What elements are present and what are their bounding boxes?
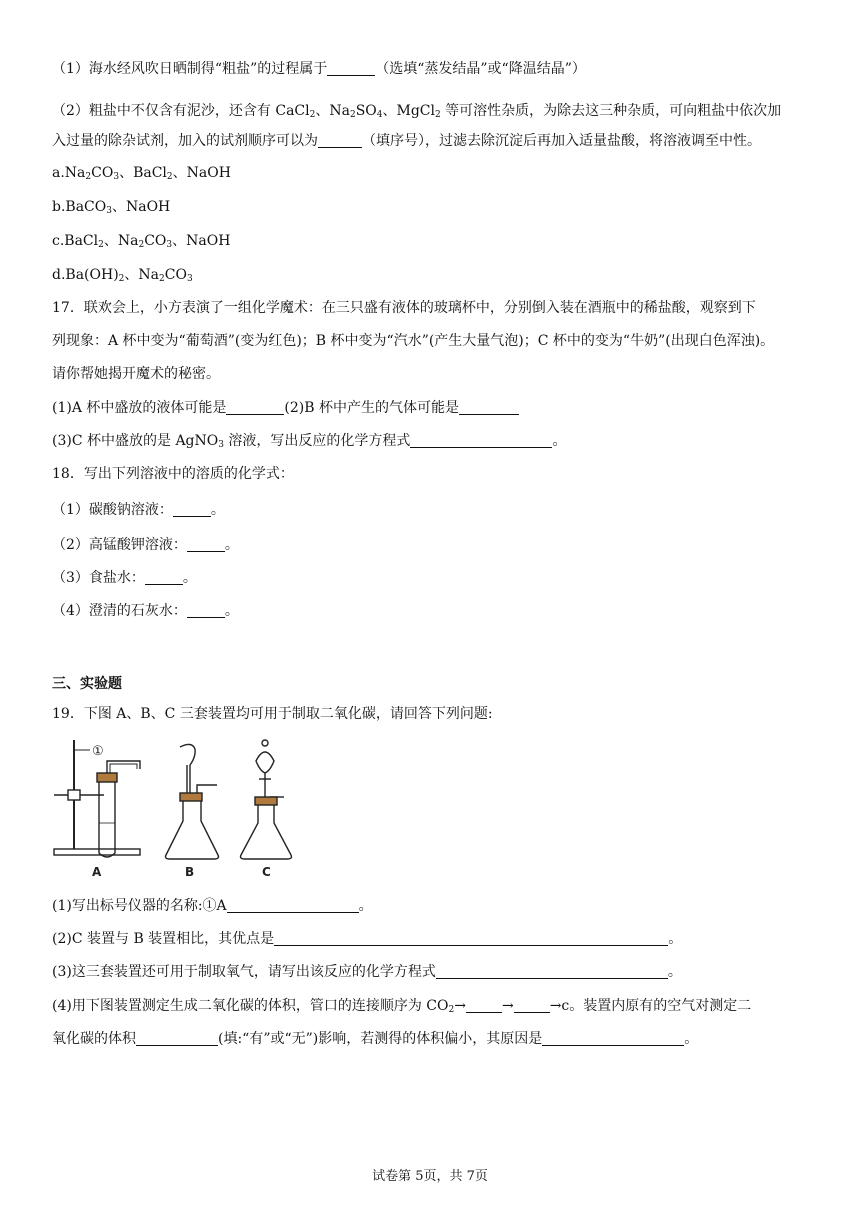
q19-sub3-blank[interactable] [436,964,668,979]
q16-part2-text: （2）粗盐中不仅含有泥沙，还含有 CaCl [52,103,310,119]
option-text: 、Na [124,267,160,283]
option-text: 、NaOH [172,233,231,249]
q18-item-4 [52,601,239,621]
q19-sub1-end: 。 [358,898,373,914]
q18-item-blank[interactable] [173,502,211,517]
subscript: 2 [138,240,145,250]
q16-part1 [52,59,586,79]
option-text: CO [164,267,187,283]
q16-part2-text: （填序号），过滤去除沉淀后再加入适量盐酸，将溶液调至中性。 [362,133,761,149]
figure-mark-1: ① [92,744,104,759]
q19-sub-4-line2 [52,1029,698,1049]
q17-sub1-blank[interactable] [226,400,284,415]
subscript: 2 [166,172,173,182]
page-footer: 试卷第 5页，共 7页 [372,1169,488,1184]
q18-item-end: 。 [182,570,197,586]
figure-label-c: C [262,865,271,879]
option-text: 、BaCl [119,165,167,181]
q16-option-d [52,265,193,289]
q19-sub4-text: →c。装置内原有的空气对测定二 [549,998,752,1014]
q19-sub2-end: 。 [668,931,683,947]
q18-item-1 [52,500,225,520]
subscript: 2 [85,172,92,182]
subscript: 3 [186,274,193,284]
q16-part2-text: 、Na [315,103,350,119]
q16-part2-text: SO [355,103,377,119]
q19-sub4-text: (4)用下图装置测定生成二氧化碳的体积，管口的连接顺序为 CO [52,998,449,1014]
q19-sub4-text: 氧化碳的体积 [52,1031,136,1047]
option-text: c.BaCl [52,233,99,249]
q18-item-end: 。 [210,502,225,518]
q19-sub1-blank[interactable] [227,898,359,913]
q19-sub-1 [52,896,373,916]
q16-part2-line1 [52,101,781,125]
q19-sub4-end: 。 [684,1031,699,1047]
q16-option-a [52,163,231,187]
q17-sub3-text: 溶液，写出反应的化学方程式 [223,433,411,449]
arrow: → [501,998,514,1014]
q18-item-label: （1）碳酸钠溶液： [52,502,173,518]
subscript: 3 [106,206,112,216]
subscript: 3 [166,240,173,250]
option-text: 、NaOH [111,199,171,215]
option-text: CO [144,233,167,249]
q18-item-blank[interactable] [145,570,183,585]
q17-stem-line2: 列现象：A 杯中变为“葡萄酒”(变为红色)；B 杯中变为“汽水”(产生大量气泡)；C 杯中的变为“牛奶”(出现白色浑浊)。 [52,333,775,349]
q18-item-2 [52,535,239,555]
q17-sub3-blank[interactable] [410,433,552,448]
q19-sub-3 [52,962,682,982]
apparatus-figure [52,735,302,880]
q17-sub3-end: 。 [552,433,567,449]
q18-item-end: 。 [224,537,239,553]
subscript: 2 [435,110,441,120]
option-text: a.Na [52,165,86,181]
q19-sub1-text: (1)写出标号仪器的名称:①A [52,898,227,914]
q17-sub3-text: (3)C 杯中盛放的是 AgNO [52,433,219,449]
q18-item-end: 。 [224,603,239,619]
subscript: 2 [349,110,356,120]
q16-part2-blank[interactable] [318,133,362,148]
q19-sub4-blank-4[interactable] [542,1031,684,1046]
subscript: 2 [98,240,104,250]
q19-sub-2 [52,929,682,949]
q19-sub2-text: (2)C 装置与 B 装置相比，其优点是 [52,931,275,947]
q18-item-blank[interactable] [187,537,225,552]
apparatus-c [241,740,292,859]
q19-sub3-end: 。 [667,964,682,980]
q18-item-label: （3）食盐水： [52,570,145,586]
arrow: → [454,998,466,1014]
q16-part1-hint: （选填“蒸发结晶”或“降温结晶”） [375,61,586,77]
q19-sub2-blank[interactable] [274,931,668,946]
q18-title: 18．写出下列溶液中的溶质的化学式： [52,466,294,482]
q19-sub4-blank-1[interactable] [466,998,502,1013]
q19-title: 19．下图 A、B、C 三套装置均可用于制取二氧化碳，请回答下列问题: [52,706,493,722]
section-title: 三、实验题 [52,676,122,692]
q17-sub2-blank[interactable] [459,400,519,415]
apparatus-b [166,744,219,859]
subscript: 3 [218,440,224,450]
q18-item-blank[interactable] [187,603,225,618]
q18-item-3 [52,568,197,588]
figure-label-a: A [92,865,102,879]
option-text: 、NaOH [172,165,231,181]
q19-sub3-text: (3)这三套装置还可用于制取氧气，请写出该反应的化学方程式 [52,964,436,980]
q16-option-c [52,231,230,255]
q19-sub4-blank-3[interactable] [136,1031,218,1046]
subscript: 3 [113,172,120,182]
q16-option-b [52,197,170,221]
option-text: d.Ba(OH) [52,267,119,283]
subscript: 2 [118,274,125,284]
figure-label-b: B [185,865,195,879]
q19-sub4-blank-2[interactable] [514,998,550,1013]
q18-item-label: （4）澄清的石灰水： [52,603,187,619]
q19-sub-4-line1 [52,996,751,1020]
q16-part1-blank[interactable] [327,61,375,76]
subscript: 2 [159,274,165,284]
q16-part2-text: 入过量的除杂试剂，加入的试剂顺序可以为 [52,133,318,149]
option-text: 、Na [103,233,139,249]
option-text: b.BaCO [52,199,107,215]
option-text: CO [91,165,114,181]
q16-part2-text: 、MgCl [382,103,435,119]
q16-part1-text: （1）海水经风吹日晒制得“粗盐”的过程属于 [52,61,328,77]
q17-stem-line3: 请你帮她揭开魔术的秘密。 [52,366,220,382]
q16-part2-line2 [52,131,761,151]
subscript: 2 [309,110,316,120]
q17-sub1-text: (1)A 杯中盛放的液体可能是 [52,400,227,416]
subscript: 4 [376,110,383,120]
q17-sub2-text: (2)B 杯中产生的气体可能是 [284,400,459,416]
q18-item-label: （2）高锰酸钾溶液： [52,537,187,553]
q17-sub-1-2 [52,398,519,418]
q19-sub4-text: (填:“有”或“无”)影响，若测得的体积偏小，其原因是 [218,1031,543,1047]
q17-sub-3 [52,431,566,455]
q17-stem-line1: 17．联欢会上，小方表演了一组化学魔术：在三只盛有液体的玻璃杯中，分别倒入装在酒瓶中的稀盐酸，观察到下 [52,300,756,316]
subscript: 2 [448,1005,455,1015]
q16-part2-text: 等可溶性杂质，为除去这三种杂质，可向粗盐中依次加 [440,103,782,119]
